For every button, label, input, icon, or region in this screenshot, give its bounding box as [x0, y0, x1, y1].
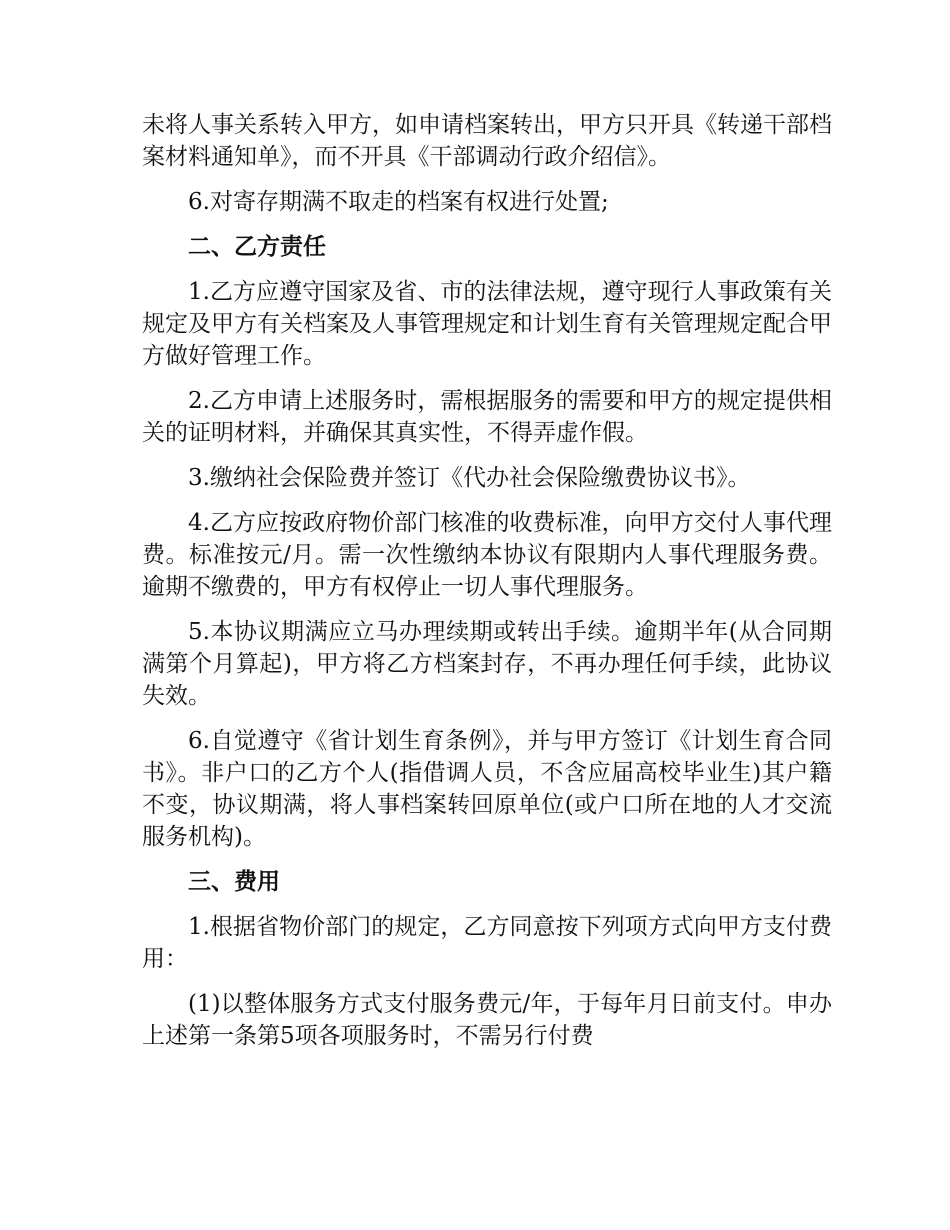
paragraph-continuation: 未将人事关系转入甲方，如申请档案转出，甲方只开具《转递干部档案材料通知单》，而不开具《干部调动行政介绍信》。 [142, 112, 832, 170]
section-heading-fees: 三、费用 [188, 868, 280, 895]
paragraph-item-4-fees: 4.乙方应按政府物价部门核准的收费标准，向甲方交付人事代理费。标准按元/月。需一次性缴纳本协议有限期内人事代理服务费。逾期不缴费的，甲方有权停止一切人事代理服务。 [142, 510, 832, 600]
paragraph-fees-item-1-sub-1: (1)以整体服务方式支付服务费元/年，于每年月日前支付。申办上述第一条第5项各项服务时，不需另行付费 [142, 991, 832, 1049]
document-page [142, 109, 832, 1065]
paragraph-fees-item-1: 1.根据省物价部门的规定，乙方同意按下列项方式向甲方支付费用： [142, 914, 832, 972]
paragraph-item-2-materials: 2.乙方申请上述服务时，需根据服务的需要和甲方的规定提供相关的证明材料，并确保其真实性，不得弄虚作假。 [142, 388, 832, 446]
paragraph-item-3-insurance: 3.缴纳社会保险费并签订《代办社会保险缴费协议书》。 [188, 465, 751, 491]
paragraph-item-5-renewal: 5.本协议期满应立马办理续期或转出手续。逾期半年(从合同期满第个月算起)，甲方将乙方档案封存，不再办理任何手续，此协议失效。 [142, 619, 832, 709]
paragraph-item-6-archive-disposal: 6.对寄存期满不取走的档案有权进行处置; [188, 189, 609, 215]
paragraph-item-6-family-planning: 6.自觉遵守《省计划生育条例》，并与甲方签订《计划生育合同书》。非户口的乙方个人(指借调人员，不含应届高校毕业生)其户籍不变，协议期满，将人事档案转回原单位(或户口所在地的人才交流服务机构)。 [142, 728, 832, 850]
paragraph-item-1-compliance: 1.乙方应遵守国家及省、市的法律法规，遵守现行人事政策有关规定及甲方有关档案及人事管理规定和计划生育有关管理规定配合甲方做好管理工作。 [142, 279, 832, 369]
section-heading-party-b-responsibility: 二、乙方责任 [188, 233, 326, 260]
